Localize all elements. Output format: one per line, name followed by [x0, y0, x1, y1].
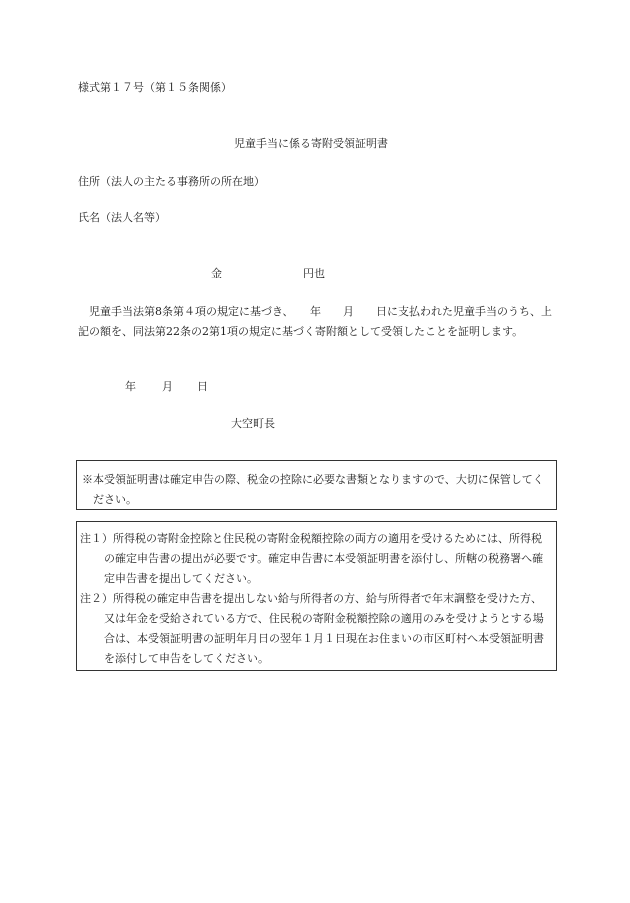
address-label: 住所（法人の主たる事務所の所在地）: [78, 175, 265, 188]
page-title: 児童手当に係る寄附受領証明書: [234, 137, 388, 150]
amount-prefix: 金: [211, 267, 222, 280]
notes-box: [76, 521, 557, 671]
date-month: 月: [162, 380, 173, 393]
note-1: 注１）所得税の寄附金控除と住民税の寄附金税額控除の両方の適用を受けるためには、所得税の確定申告書の提出が必要です。確定申告書に本受領証明書を添付し、所轄の税務署へ確定申告書を提出してください。: [80, 532, 544, 585]
date-day: 日: [197, 380, 208, 393]
certification-text: 児童手当法第8条第４項の規定に基づき、 年 月 日に支払われた児童手当のうち、上記の額を、同法第22条の2第1項の規定に基づく寄附額として受領したことを証明します。: [78, 305, 553, 338]
form-number: 様式第１７号（第１５条関係）: [78, 81, 232, 94]
name-label: 氏名（法人名等）: [78, 211, 166, 224]
note-2: 注２）所得税の確定申告書を提出しない給与所得者の方、給与所得者で年末調整を受けた方、又は年金を受給されている方で、住民税の寄附金税額控除の適用のみを受けようとする場合は、本受領証明書の証明年月日の翌年１月１日現在お住まいの市区町村へ本受領証明書を添付して申告をしてください。: [80, 592, 544, 665]
issuer: 大空町長: [231, 417, 275, 430]
amount-suffix: 円也: [303, 267, 325, 280]
notice-text: ※本受領証明書は確定申告の際、税金の控除に必要な書類となりますので、大切に保管してください。: [82, 473, 544, 506]
date-year: 年: [125, 380, 136, 393]
notice-box: [76, 460, 557, 510]
